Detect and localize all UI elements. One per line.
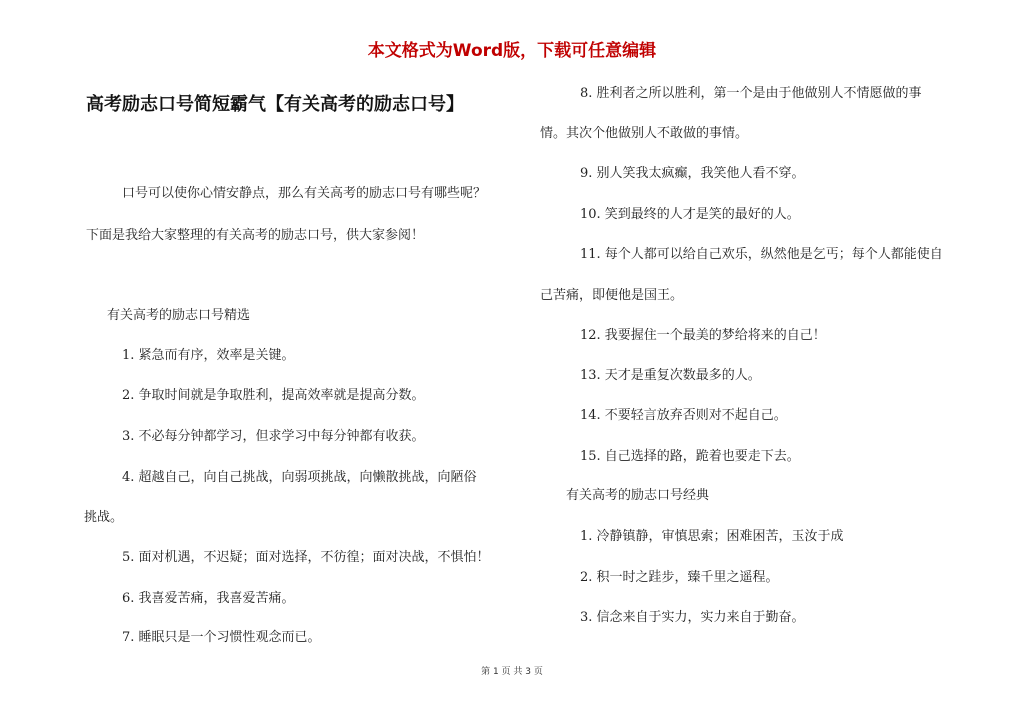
slogan-item: 6. 我喜爱苦痛，我喜爱苦痛。 bbox=[122, 591, 295, 606]
slogan-item: 13. 天才是重复次数最多的人。 bbox=[580, 368, 761, 383]
slogan-item: 4. 超越自己，向自己挑战，向弱项挑战，向懒散挑战，向陋俗 bbox=[122, 470, 477, 485]
word-format-banner: 本文格式为Word版，下载可任意编辑 bbox=[367, 41, 657, 61]
slogan-item-continuation: 情。其次个他做别人不敢做的事情。 bbox=[540, 126, 749, 141]
slogan-item: 10. 笑到最终的人才是笑的最好的人。 bbox=[580, 207, 800, 222]
slogan-item: 3. 信念来自于实力，实力来自于勤奋。 bbox=[580, 610, 805, 625]
document-title: 高考励志口号简短霸气【有关高考的励志口号】 bbox=[86, 94, 464, 115]
slogan-item: 2. 积一时之跬步，臻千里之遥程。 bbox=[580, 570, 779, 585]
slogan-item: 5. 面对机遇，不迟疑；面对选择，不彷徨；面对决战，不惧怕！ bbox=[122, 550, 490, 565]
slogan-item: 1. 紧急而有序，效率是关键。 bbox=[122, 348, 295, 363]
slogan-item: 7. 睡眠只是一个习惯性观念而已。 bbox=[122, 630, 321, 645]
section-heading: 有关高考的励志口号经典 bbox=[566, 488, 710, 503]
slogan-item-continuation: 己苦痛，即便他是国王。 bbox=[540, 288, 684, 303]
section-heading: 有关高考的励志口号精选 bbox=[107, 308, 251, 323]
intro-paragraph-line: 口号可以使你心情安静点，那么有关高考的励志口号有哪些呢？ bbox=[122, 186, 487, 201]
slogan-item: 8. 胜利者之所以胜利，第一个是由于他做别人不情愿做的事 bbox=[580, 86, 922, 101]
slogan-item: 9. 别人笑我太疯癫，我笑他人看不穿。 bbox=[580, 166, 805, 181]
page-number-footer: 第 1 页 共 3 页 bbox=[481, 667, 543, 677]
slogan-item-continuation: 挑战。 bbox=[84, 510, 124, 525]
slogan-item: 14. 不要轻言放弃否则对不起自己。 bbox=[580, 408, 787, 423]
intro-paragraph-line: 下面是我给大家整理的有关高考的励志口号，供大家参阅！ bbox=[86, 228, 425, 243]
slogan-item: 3. 不必每分钟都学习，但求学习中每分钟都有收获。 bbox=[122, 429, 425, 444]
slogan-item: 11. 每个人都可以给自己欢乐，纵然他是乞丐；每个人都能使自 bbox=[580, 247, 943, 262]
slogan-item: 12. 我要握住一个最美的梦给将来的自己！ bbox=[580, 328, 826, 343]
slogan-item: 1. 冷静镇静，审慎思索；困难困苦，玉汝于成 bbox=[580, 529, 844, 544]
slogan-item: 2. 争取时间就是争取胜利，提高效率就是提高分数。 bbox=[122, 388, 425, 403]
slogan-item: 15. 自己选择的路，跪着也要走下去。 bbox=[580, 449, 800, 464]
